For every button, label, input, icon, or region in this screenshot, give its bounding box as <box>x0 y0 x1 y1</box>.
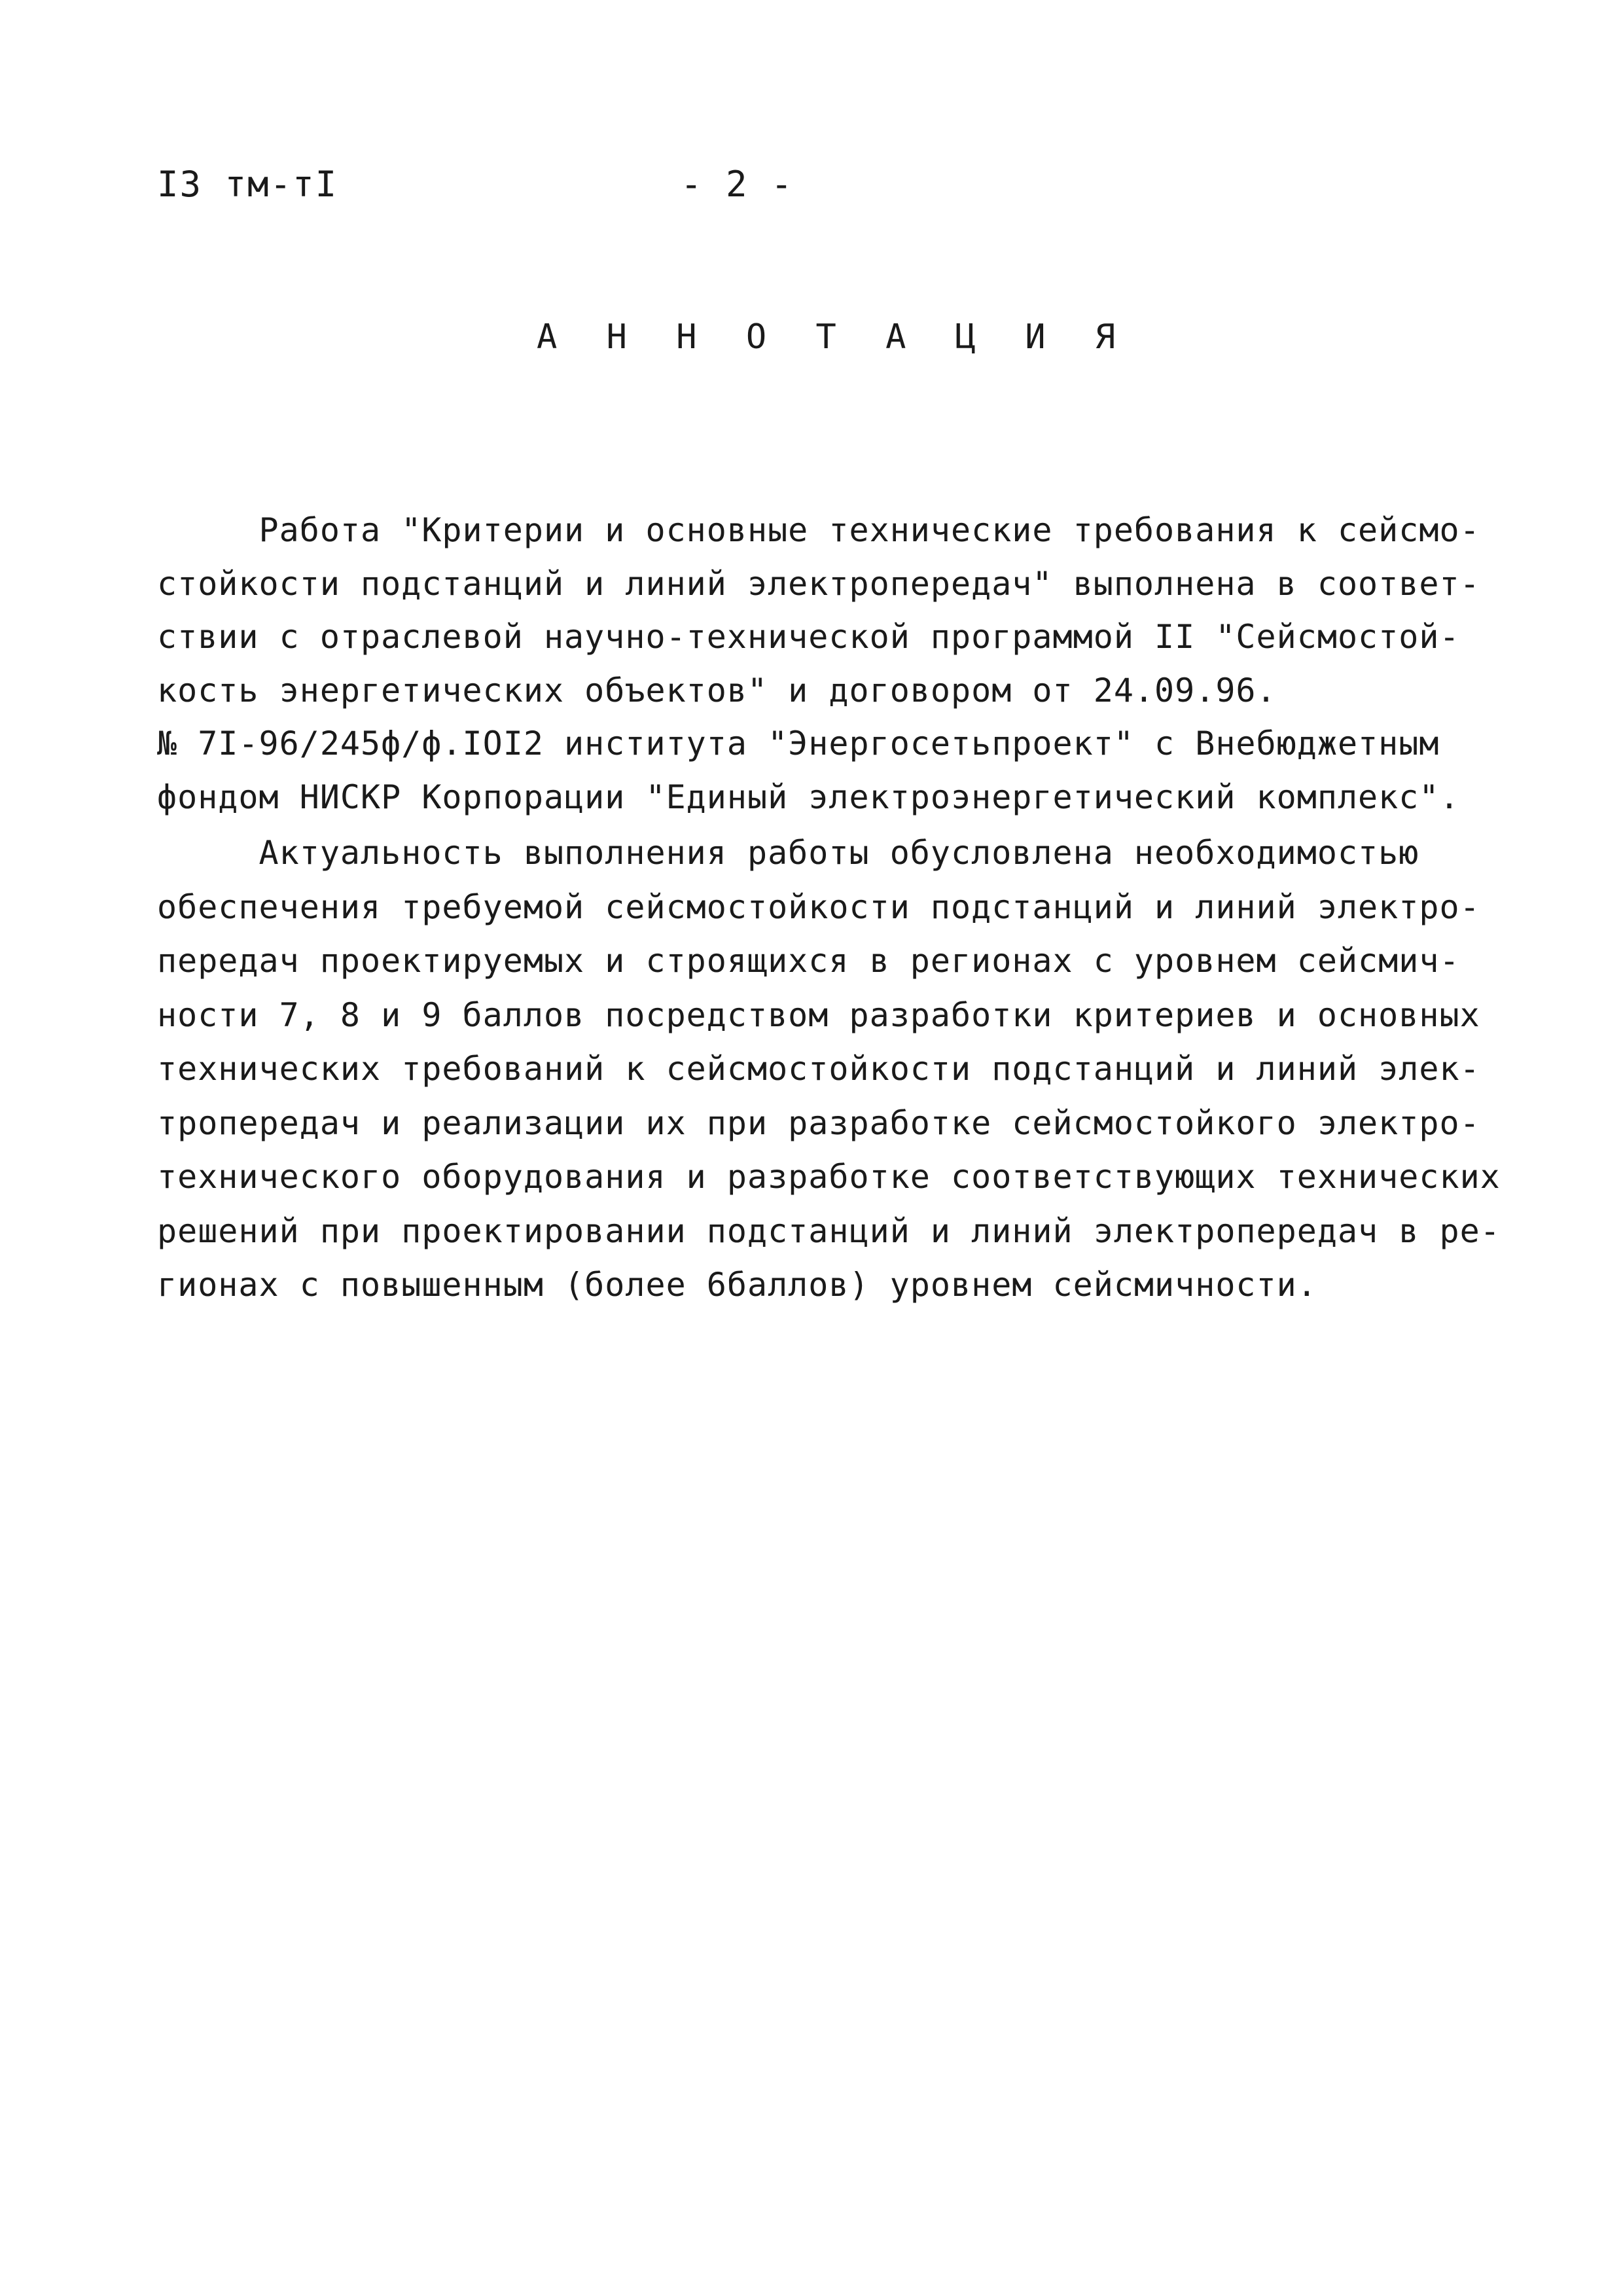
text-line: № 7I-96/245ф/ф.IOI2 института "Энергосетьпроект" с Внебюджетным <box>157 725 1440 762</box>
text-line: ности 7, 8 и 9 баллов посредством разработки критериев и основных <box>157 996 1480 1034</box>
annotation-paragraph-2 <box>157 826 1501 1312</box>
text-line: тропередач и реализации их при разработке сейсмостойкого электро- <box>157 1103 1480 1142</box>
text-line: Работа "Критерии и основные технические требования к сейсмо- <box>157 511 1480 549</box>
annotation-heading: А Н Н О Т А Ц И Я <box>537 317 1130 357</box>
text-line: стойкости подстанций и линий электропередач" выполнена в соответ- <box>157 564 1480 603</box>
text-line: обеспечения требуемой сейсмостойкости подстанций и линий электро- <box>157 888 1480 926</box>
text-line: передач проектируемых и строящихся в регионах с уровнем сейсмич- <box>157 942 1460 980</box>
text-line: ствии с отраслевой научно-технической программой II "Сейсмостой- <box>157 618 1460 656</box>
annotation-paragraph-1 <box>157 504 1492 824</box>
document-code: I3 тм-тI <box>157 164 338 205</box>
text-line: технических требований к сейсмостойкости подстанций и линий элек- <box>157 1050 1480 1088</box>
text-line: кость энергетических объектов" и договором от 24.09.96. <box>157 671 1277 709</box>
text-line: Актуальность выполнения работы обусловлена необходимостью <box>157 834 1419 872</box>
text-line: гионах с повышенным (более 6баллов) уровнем сейсмичности. <box>157 1266 1317 1304</box>
page-number: - 2 - <box>681 164 794 205</box>
text-line: фондом НИСКР Корпорации "Единый электроэнергетический комплекс". <box>157 778 1460 816</box>
text-line: технического оборудования и разработке соответствующих технических <box>157 1158 1501 1196</box>
text-line: решений при проектировании подстанций и линий электропередач в ре- <box>157 1211 1501 1250</box>
